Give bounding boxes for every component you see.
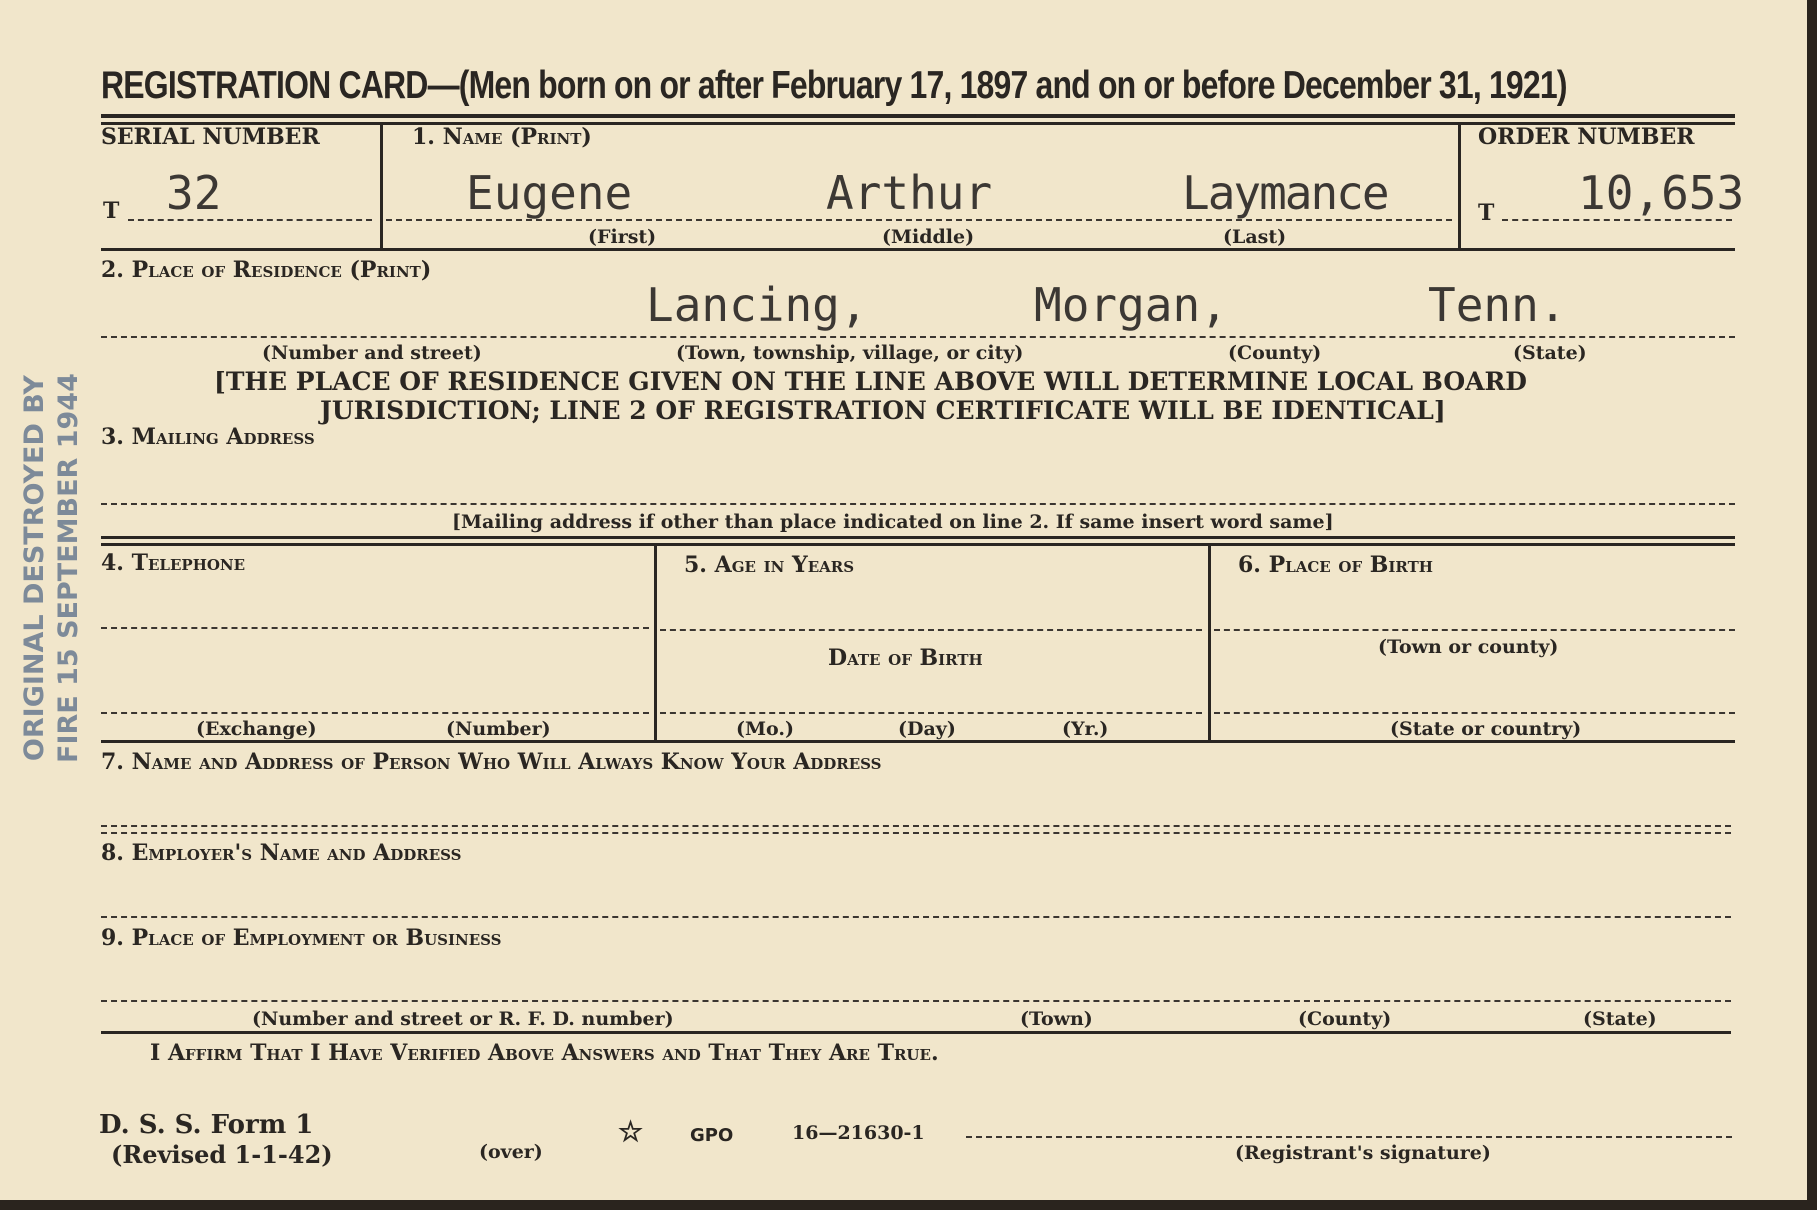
employment-street-caption: (Number and street or R. F. D. number) xyxy=(252,1008,674,1030)
serial-prefix: T xyxy=(103,198,120,224)
name-first-caption: (First) xyxy=(588,226,657,248)
divider-order xyxy=(1458,122,1461,248)
employer-line xyxy=(101,916,1731,918)
employment-place-label: 9. Place of Employment or Business xyxy=(101,925,502,951)
residence-town-caption: (Town, township, village, or city) xyxy=(676,342,1024,364)
dob-day-caption: (Day) xyxy=(898,718,956,740)
rule-row1-bottom xyxy=(101,248,1735,251)
order-prefix: T xyxy=(1478,200,1495,226)
signature-caption: (Registrant's signature) xyxy=(1235,1142,1491,1164)
rule-row4-bottom xyxy=(101,740,1735,743)
residence-line xyxy=(101,336,1735,338)
telephone-label: 4. Telephone xyxy=(101,550,246,576)
form-revised: (Revised 1-1-42) xyxy=(111,1140,333,1169)
residence-town: Lancing, xyxy=(646,278,868,332)
birthplace-town-caption: (Town or county) xyxy=(1378,636,1559,658)
employment-place-line xyxy=(101,1000,1731,1002)
name-middle-caption: (Middle) xyxy=(882,226,975,248)
rule-mailing-bottom-2 xyxy=(101,543,1735,546)
birthplace-state-caption: (State or country) xyxy=(1390,718,1582,740)
residence-county-caption: (County) xyxy=(1228,342,1322,364)
residence-street-caption: (Number and street) xyxy=(262,342,482,364)
residence-state: Tenn. xyxy=(1428,278,1567,332)
residence-county: Morgan, xyxy=(1034,278,1228,332)
contact-person-line xyxy=(101,825,1731,827)
gpo-mark: GPO xyxy=(690,1125,734,1146)
rule-row9-bottom xyxy=(101,1031,1731,1034)
name-last: Laymance xyxy=(1182,166,1388,220)
residence-notice-1: [THE PLACE OF RESIDENCE GIVEN ON THE LINE ABOVE WILL DETERMINE LOCAL BOARD xyxy=(214,367,1527,396)
print-code: 16—21630-1 xyxy=(792,1122,925,1144)
contact-person-line-2 xyxy=(101,832,1731,834)
residence-state-caption: (State) xyxy=(1513,342,1587,364)
dob-year-caption: (Yr.) xyxy=(1062,718,1109,740)
divider-tel-age xyxy=(654,543,657,740)
name-middle: Arthur xyxy=(826,166,993,220)
form-name: D. S. S. Form 1 xyxy=(99,1110,314,1140)
serial-label: SERIAL NUMBER xyxy=(101,124,320,150)
dob-label: Date of Birth xyxy=(828,645,983,671)
star-icon: ☆ xyxy=(618,1115,644,1148)
serial-value: 32 xyxy=(166,166,222,220)
residence-label: 2. Place of Residence (Print) xyxy=(101,257,432,283)
birthplace-line-2 xyxy=(1214,712,1735,714)
stamp-line-1: ORIGINAL DESTROYED BY xyxy=(19,375,50,762)
order-value: 10,653 xyxy=(1578,166,1745,220)
birthplace-label: 6. Place of Birth xyxy=(1238,552,1433,578)
telephone-line-2 xyxy=(101,712,649,714)
name-first: Eugene xyxy=(466,166,633,220)
signature-line xyxy=(966,1136,1732,1138)
rule-mailing-bottom xyxy=(101,536,1735,539)
telephone-number-caption: (Number) xyxy=(446,718,551,740)
mailing-caption: [Mailing address if other than place indicated on line 2. If same insert word same] xyxy=(452,511,1334,533)
name-line xyxy=(386,219,1452,221)
dob-month-caption: (Mo.) xyxy=(736,718,794,740)
serial-line xyxy=(128,219,372,221)
name-last-caption: (Last) xyxy=(1223,226,1287,248)
employment-town-caption: (Town) xyxy=(1020,1008,1093,1030)
stamp-line-2: FIRE 15 SEPTEMBER 1944 xyxy=(53,373,84,763)
age-label: 5. Age in Years xyxy=(684,552,855,578)
residence-notice-2: JURISDICTION; LINE 2 OF REGISTRATION CERTIFICATE WILL BE IDENTICAL] xyxy=(320,396,1446,425)
age-line xyxy=(660,629,1202,631)
contact-person-label: 7. Name and Address of Person Who Will Always Know Your Address xyxy=(101,749,882,775)
order-label: ORDER NUMBER xyxy=(1478,124,1695,150)
telephone-exchange-caption: (Exchange) xyxy=(196,718,317,740)
name-label: 1. Name (Print) xyxy=(412,124,592,150)
divider-age-birth xyxy=(1208,543,1211,740)
mailing-line xyxy=(101,503,1735,505)
fire-stamp xyxy=(18,373,86,763)
telephone-line-1 xyxy=(101,627,649,629)
employer-label: 8. Employer's Name and Address xyxy=(101,840,462,866)
employment-state-caption: (State) xyxy=(1583,1008,1657,1030)
employment-county-caption: (County) xyxy=(1298,1008,1392,1030)
card-title: REGISTRATION CARD—(Men born on or after February 17, 1897 and on or before December 31, 1921) xyxy=(101,64,1567,107)
birthplace-line-1 xyxy=(1214,629,1735,631)
dob-line xyxy=(660,712,1202,714)
divider-serial xyxy=(380,122,383,248)
rule-top xyxy=(101,114,1735,118)
affirmation: I Affirm That I Have Verified Above Answers and That They Are True. xyxy=(150,1040,939,1066)
over-note: (over) xyxy=(479,1141,543,1163)
order-line xyxy=(1502,219,1732,221)
mailing-label: 3. Mailing Address xyxy=(101,424,315,450)
